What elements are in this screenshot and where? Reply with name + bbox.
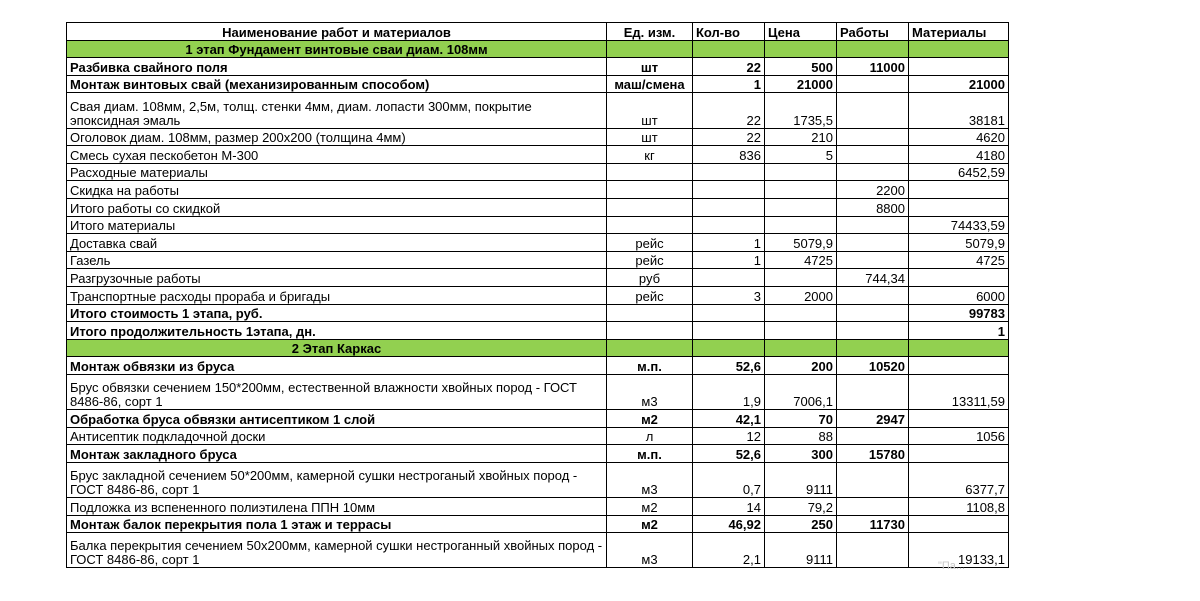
cell-unit	[607, 322, 693, 340]
cell-materials: 19133,1	[909, 533, 1009, 568]
cell-price	[765, 304, 837, 322]
header-unit: Ед. изм.	[607, 23, 693, 41]
cell-qty: 22	[693, 58, 765, 76]
table-row	[67, 234, 1009, 252]
stage-title: 1 этап Фундамент винтовые сваи диам. 108мм	[67, 40, 607, 58]
table-row	[67, 498, 1009, 516]
stage-cell	[765, 40, 837, 58]
cell-qty	[693, 304, 765, 322]
cell-name: Обработка бруса обвязки антисептиком 1 слой	[67, 410, 607, 428]
cell-unit: кг	[607, 146, 693, 164]
cell-materials	[909, 58, 1009, 76]
cell-unit: л	[607, 427, 693, 445]
cell-works	[837, 498, 909, 516]
header-qty: Кол-во	[693, 23, 765, 41]
cell-materials: 4725	[909, 251, 1009, 269]
cell-qty	[693, 322, 765, 340]
cell-qty: 836	[693, 146, 765, 164]
cell-materials: 4180	[909, 146, 1009, 164]
cell-qty: 12	[693, 427, 765, 445]
cell-qty: 22	[693, 128, 765, 146]
cell-unit: м.п.	[607, 445, 693, 463]
cell-works: 11000	[837, 58, 909, 76]
cell-price	[765, 163, 837, 181]
cell-price: 300	[765, 445, 837, 463]
cell-materials: 1056	[909, 427, 1009, 445]
cell-unit: шт	[607, 93, 693, 128]
cell-price	[765, 322, 837, 340]
cell-works	[837, 322, 909, 340]
cell-name: Транспортные расходы прораба и бригады	[67, 286, 607, 304]
table-row	[67, 374, 1009, 409]
table-row	[67, 269, 1009, 287]
table-row	[67, 198, 1009, 216]
cell-price: 88	[765, 427, 837, 445]
cell-name: Балка перекрытия сечением 50х200мм, камерной сушки нестроганный хвойных пород - ГОСТ 8486-86, сорт 1	[67, 533, 607, 568]
cell-materials: 74433,59	[909, 216, 1009, 234]
stage-cell	[765, 339, 837, 357]
cell-name: Монтаж винтовых свай (механизированным способом)	[67, 75, 607, 93]
cell-works: 11730	[837, 515, 909, 533]
cell-works	[837, 216, 909, 234]
cell-price: 79,2	[765, 498, 837, 516]
cell-unit: м3	[607, 374, 693, 409]
stage-cell	[607, 40, 693, 58]
cell-price: 7006,1	[765, 374, 837, 409]
header-works: Работы	[837, 23, 909, 41]
cell-works: 10520	[837, 357, 909, 375]
cell-name: Итого продолжительность 1этапа, дн.	[67, 322, 607, 340]
stage-row	[67, 339, 1009, 357]
cell-qty: 2,1	[693, 533, 765, 568]
cell-unit: м2	[607, 498, 693, 516]
cell-works: 8800	[837, 198, 909, 216]
cell-qty: 3	[693, 286, 765, 304]
cell-materials	[909, 357, 1009, 375]
cell-name: Итого материалы	[67, 216, 607, 234]
cell-price: 9111	[765, 462, 837, 497]
cell-unit: рейс	[607, 234, 693, 252]
cell-name: Брус закладной сечением 50*200мм, камерной сушки нестроганый хвойных пород - ГОСТ 8486-86, сорт 1	[67, 462, 607, 497]
cell-materials	[909, 269, 1009, 287]
cell-works	[837, 75, 909, 93]
cell-materials	[909, 515, 1009, 533]
cell-materials: 6000	[909, 286, 1009, 304]
cell-qty: 1	[693, 75, 765, 93]
cell-price: 70	[765, 410, 837, 428]
cell-name: Разгрузочные работы	[67, 269, 607, 287]
cell-name: Монтаж обвязки из бруса	[67, 357, 607, 375]
cell-unit: шт	[607, 128, 693, 146]
stage-cell	[693, 339, 765, 357]
cell-name: Газель	[67, 251, 607, 269]
table-row	[67, 410, 1009, 428]
cell-works	[837, 304, 909, 322]
cell-materials	[909, 198, 1009, 216]
header-name: Наименование работ и материалов	[67, 23, 607, 41]
cell-unit: м3	[607, 533, 693, 568]
table-row	[67, 216, 1009, 234]
cell-price	[765, 198, 837, 216]
cell-works	[837, 163, 909, 181]
cell-works	[837, 93, 909, 128]
cell-qty: 42,1	[693, 410, 765, 428]
cell-works	[837, 286, 909, 304]
cell-name: Антисептик подкладочной доски	[67, 427, 607, 445]
cell-qty: 1	[693, 251, 765, 269]
header-row	[67, 23, 1009, 41]
cell-unit	[607, 198, 693, 216]
cell-works: 744,34	[837, 269, 909, 287]
cell-unit: рейс	[607, 286, 693, 304]
cell-name: Итого работы со скидкой	[67, 198, 607, 216]
cell-name: Подложка из вспененного полиэтилена ППН 10мм	[67, 498, 607, 516]
cell-unit: руб	[607, 269, 693, 287]
table-row	[67, 533, 1009, 568]
cell-unit: рейс	[607, 251, 693, 269]
stage-cell	[909, 40, 1009, 58]
cell-price	[765, 269, 837, 287]
table-row	[67, 58, 1009, 76]
cell-materials	[909, 181, 1009, 199]
table-row	[67, 251, 1009, 269]
cell-qty: 52,6	[693, 445, 765, 463]
stage-cell	[909, 339, 1009, 357]
cell-unit: м.п.	[607, 357, 693, 375]
cell-qty	[693, 216, 765, 234]
cell-name: Разбивка свайного поля	[67, 58, 607, 76]
cell-price: 210	[765, 128, 837, 146]
table-row	[67, 304, 1009, 322]
cell-materials: 13311,59	[909, 374, 1009, 409]
stage-cell	[837, 40, 909, 58]
table-row	[67, 427, 1009, 445]
table-row	[67, 462, 1009, 497]
table-row	[67, 357, 1009, 375]
cell-name: Расходные материалы	[67, 163, 607, 181]
cell-unit	[607, 304, 693, 322]
stage-title: 2 Этап Каркас	[67, 339, 607, 357]
cell-name: Смесь сухая пескобетон М-300	[67, 146, 607, 164]
table-row	[67, 445, 1009, 463]
cell-qty	[693, 269, 765, 287]
cell-price: 500	[765, 58, 837, 76]
cell-qty: 46,92	[693, 515, 765, 533]
cell-unit: шт	[607, 58, 693, 76]
cell-price: 250	[765, 515, 837, 533]
cell-name: Брус обвязки сечением 150*200мм, естественной влажности хвойных пород - ГОСТ 8486-86, сорт 1	[67, 374, 607, 409]
cell-qty	[693, 181, 765, 199]
cell-unit: м3	[607, 462, 693, 497]
cell-materials: 5079,9	[909, 234, 1009, 252]
table-row	[67, 322, 1009, 340]
cell-unit	[607, 181, 693, 199]
cell-qty: 14	[693, 498, 765, 516]
cell-materials: 1108,8	[909, 498, 1009, 516]
header-materials: Материалы	[909, 23, 1009, 41]
cell-works: 2200	[837, 181, 909, 199]
cell-materials	[909, 445, 1009, 463]
cell-materials	[909, 410, 1009, 428]
table-row	[67, 515, 1009, 533]
cell-works	[837, 427, 909, 445]
cell-qty: 22	[693, 93, 765, 128]
cell-unit	[607, 163, 693, 181]
table-row	[67, 75, 1009, 93]
cell-unit: м2	[607, 410, 693, 428]
cell-materials: 21000	[909, 75, 1009, 93]
cell-materials: 6377,7	[909, 462, 1009, 497]
cell-works: 15780	[837, 445, 909, 463]
cell-name: Оголовок диам. 108мм, размер 200х200 (толщина 4мм)	[67, 128, 607, 146]
cell-works	[837, 462, 909, 497]
cell-qty	[693, 198, 765, 216]
cell-materials: 38181	[909, 93, 1009, 128]
table-row	[67, 286, 1009, 304]
cell-qty	[693, 163, 765, 181]
table-row	[67, 128, 1009, 146]
cell-price: 4725	[765, 251, 837, 269]
cell-price: 2000	[765, 286, 837, 304]
cell-works	[837, 128, 909, 146]
cell-unit: м2	[607, 515, 693, 533]
cell-name: Монтаж балок перекрытия пола 1 этаж и террасы	[67, 515, 607, 533]
cell-works	[837, 374, 909, 409]
cell-price	[765, 181, 837, 199]
cell-name: Итого стоимость 1 этапа, руб.	[67, 304, 607, 322]
cell-works	[837, 251, 909, 269]
cell-unit: маш/смена	[607, 75, 693, 93]
table-row	[67, 163, 1009, 181]
cell-materials: 6452,59	[909, 163, 1009, 181]
header-price: Цена	[765, 23, 837, 41]
cell-works	[837, 234, 909, 252]
watermark-text: "Па...	[938, 560, 966, 572]
cell-name: Монтаж закладного бруса	[67, 445, 607, 463]
cell-materials: 1	[909, 322, 1009, 340]
table-row	[67, 181, 1009, 199]
cell-price: 1735,5	[765, 93, 837, 128]
cell-unit	[607, 216, 693, 234]
cell-works	[837, 146, 909, 164]
cell-price: 5	[765, 146, 837, 164]
cell-name: Скидка на работы	[67, 181, 607, 199]
table-row	[67, 146, 1009, 164]
cell-price: 9111	[765, 533, 837, 568]
cell-qty: 52,6	[693, 357, 765, 375]
stage-cell	[837, 339, 909, 357]
estimate-table	[66, 22, 1009, 568]
cell-qty: 0,7	[693, 462, 765, 497]
cell-qty: 1,9	[693, 374, 765, 409]
cell-price: 21000	[765, 75, 837, 93]
cell-materials: 99783	[909, 304, 1009, 322]
stage-cell	[607, 339, 693, 357]
table-row	[67, 93, 1009, 128]
stage-row	[67, 40, 1009, 58]
cell-name: Доставка свай	[67, 234, 607, 252]
cell-price: 200	[765, 357, 837, 375]
cell-qty: 1	[693, 234, 765, 252]
cell-price: 5079,9	[765, 234, 837, 252]
cell-name: Свая диам. 108мм, 2,5м, толщ. стенки 4мм, диам. лопасти 300мм, покрытие эпоксидная эмаль	[67, 93, 607, 128]
cell-materials: 4620	[909, 128, 1009, 146]
cell-works: 2947	[837, 410, 909, 428]
cell-works	[837, 533, 909, 568]
cell-price	[765, 216, 837, 234]
stage-cell	[693, 40, 765, 58]
